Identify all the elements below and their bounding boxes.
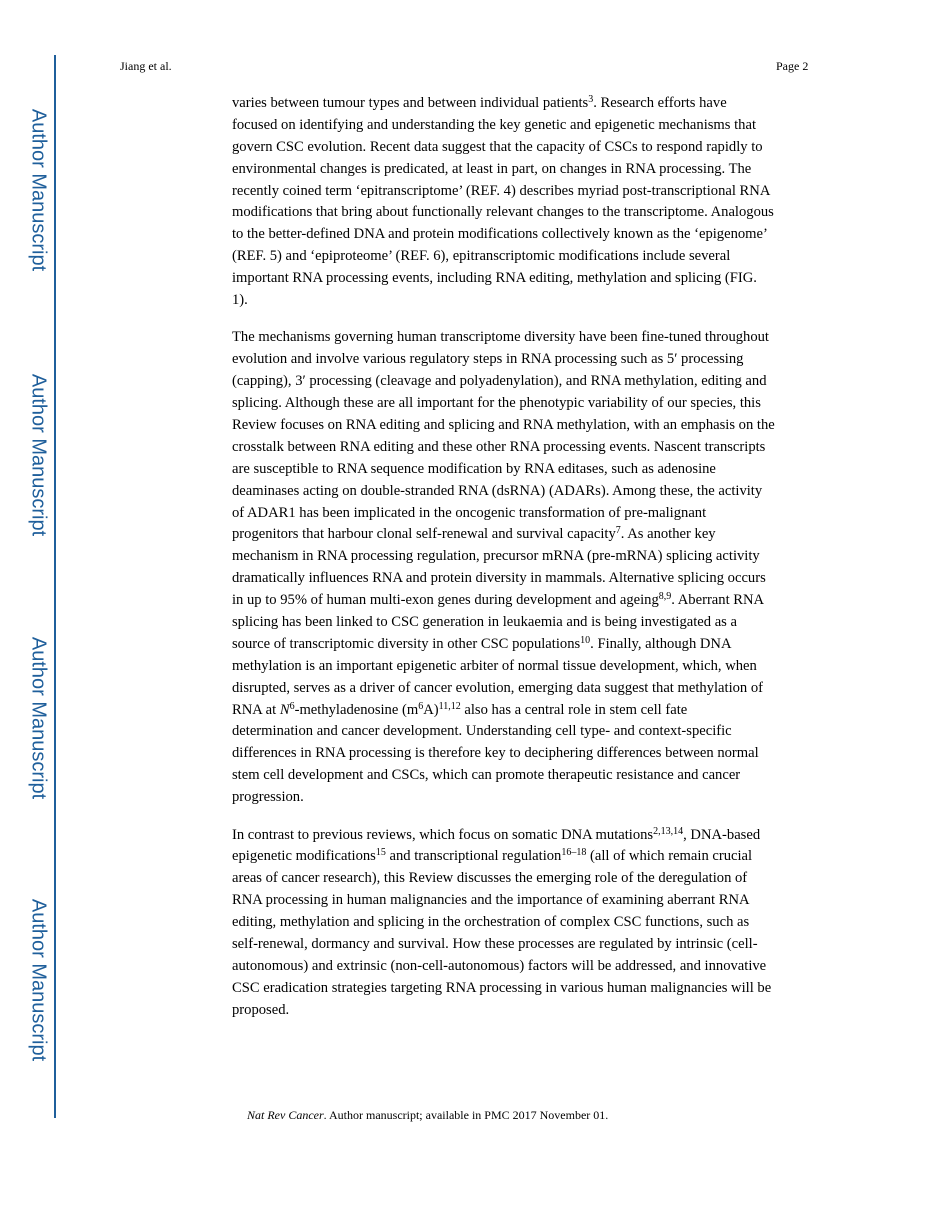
text-line (232, 202, 822, 224)
text-line (232, 524, 822, 546)
text-span: areas of cancer research), this Review discusses the emerging role of the deregulation of (232, 870, 748, 887)
text-span: crosstalk between RNA editing and these other RNA processing events. Nascent transcripts (232, 438, 766, 455)
text-span: determination and cancer development. Understanding cell type- and context-specific (232, 723, 732, 740)
superscript-reference: 10 (580, 634, 591, 646)
text-span: progression. (232, 789, 304, 806)
superscript-reference: 15 (375, 847, 386, 859)
text-line (232, 93, 822, 115)
text-line (232, 700, 822, 722)
text-line (232, 327, 822, 349)
text-span: , DNA-based (683, 826, 761, 843)
text-line (232, 1000, 822, 1022)
paragraph (232, 93, 822, 312)
text-span: -methyladenosine (m (294, 701, 419, 718)
text-line (232, 934, 822, 956)
text-span: differences in RNA processing is therefore key to deciphering differences between normal (232, 745, 759, 762)
text-span: editing, methylation and splicing in the orchestration of complex CSC functions, such as (232, 914, 750, 931)
text-line (232, 568, 822, 590)
text-line (232, 481, 822, 503)
text-span: also has a central role in stem cell fate (460, 701, 688, 718)
superscript-reference: 16–18 (561, 847, 587, 859)
text-span: . Aberrant RNA (671, 592, 765, 609)
margin-rule (54, 55, 56, 1118)
text-span: splicing. Although these are all important for the phenotypic variability of our species, this (232, 395, 761, 412)
text-span: . Finally, although DNA (590, 635, 732, 652)
text-line (232, 546, 822, 568)
text-span: and transcriptional regulation (385, 848, 562, 865)
superscript-reference: 6 (289, 700, 295, 712)
text-span: The mechanisms governing human transcriptome diversity have been fine-tuned throughout (232, 329, 769, 346)
text-span: autonomous) and extrinsic (non-cell-autonomous) factors will be addressed, and innovative (232, 957, 767, 974)
text-span: source of transcriptomic diversity in other CSC populations (232, 635, 581, 652)
text-line (232, 159, 822, 181)
text-line (232, 137, 822, 159)
text-line (232, 912, 822, 934)
text-span: dramatically influences RNA and protein diversity in mammals. Alternative splicing occurs (232, 570, 766, 587)
text-span: focused on identifying and understanding the key genetic and epigenetic mechanisms that (232, 116, 756, 133)
text-span: stem cell development and CSCs, which can promote therapeutic resistance and cancer (232, 767, 741, 784)
text-span: . As another key (620, 526, 716, 543)
text-line (232, 787, 822, 809)
text-span: disrupted, serves as a driver of cancer evolution, emerging data suggest that methylation of (232, 679, 764, 696)
text-line (232, 268, 822, 290)
text-line (232, 415, 822, 437)
body-text (232, 93, 822, 1037)
text-span: (REF. 5) and ‘epiproteome’ (REF. 6), epitranscriptomic modifications include several (232, 248, 731, 265)
text-span: (capping), 3′ processing (cleavage and polyadenylation), and RNA methylation, editing and (232, 373, 767, 390)
text-span: epigenetic modifications (232, 848, 376, 865)
text-line (232, 825, 822, 847)
text-line (232, 115, 822, 137)
text-line (232, 868, 822, 890)
text-line (232, 290, 822, 312)
text-line (232, 743, 822, 765)
text-line (232, 678, 822, 700)
text-span: proposed. (232, 1001, 290, 1018)
running-header-author: Jiang et al. (120, 59, 172, 73)
watermark-text: Author Manuscript (27, 898, 50, 1062)
text-span: environmental changes is predicated, at least in part, on changes in RNA processing. The (232, 160, 752, 177)
text-span: to the better-defined DNA and protein modifications collectively known as the ‘epigenome’ (232, 226, 768, 243)
text-span: methylation is an important epigenetic arbiter of normal tissue development, which, when (232, 657, 757, 674)
text-line (232, 224, 822, 246)
watermark-text: Author Manuscript (27, 108, 50, 272)
text-span: govern CSC evolution. Recent data suggest that the capacity of CSCs to respond rapidly to (232, 138, 763, 155)
text-span: evolution and involve various regulatory steps in RNA processing such as 5′ processing (232, 351, 744, 368)
text-line (232, 181, 822, 203)
text-span: . Research efforts have (593, 95, 727, 111)
watermark-text: Author Manuscript (27, 636, 50, 800)
text-span: (all of which remain crucial (586, 848, 753, 865)
superscript-reference: 3 (588, 94, 594, 105)
text-line (232, 765, 822, 787)
text-line (232, 349, 822, 371)
footer-text: . Author manuscript; available in PMC 2017 November 01. (323, 1108, 609, 1122)
text-span: mechanism in RNA processing regulation, precursor mRNA (pre-mRNA) splicing activity (232, 548, 760, 565)
journal-name: Nat Rev Cancer (247, 1108, 324, 1122)
text-span: modifications that bring about functionally relevant changes to the transcriptome. Analogous (232, 204, 774, 221)
text-span: CSC eradication strategies targeting RNA processing in various human malignancies will be (232, 979, 772, 996)
text-span: A) (423, 701, 439, 718)
text-span: in up to 95% of human multi-exon genes during development and ageing (232, 592, 659, 609)
superscript-reference: 11,12 (438, 700, 461, 712)
superscript-reference: 8,9 (658, 591, 672, 603)
superscript-reference: 6 (418, 700, 424, 712)
text-line (232, 246, 822, 268)
text-line (232, 612, 822, 634)
text-line (232, 503, 822, 525)
watermark-text: Author Manuscript (27, 373, 50, 537)
text-span: splicing has been linked to CSC generation in leukaemia and is being investigated as a (232, 613, 737, 630)
text-span: varies between tumour types and between individual patients (232, 95, 589, 111)
text-span: deaminases acting on double-stranded RNA (dsRNA) (ADARs). Among these, the activity (232, 482, 763, 499)
text-line (232, 590, 822, 612)
paragraph (232, 327, 822, 809)
text-line (232, 393, 822, 415)
text-span: self-renewal, dormancy and survival. How these processes are regulated by intrinsic (cell- (232, 935, 758, 952)
text-span: Review focuses on RNA editing and splicing and RNA methylation, with an emphasis on the (232, 416, 775, 433)
text-line (232, 956, 822, 978)
paragraph (232, 825, 822, 1022)
text-span: RNA processing in human malignancies and the importance of examining aberrant RNA (232, 892, 750, 909)
text-line (232, 846, 822, 868)
italic-text: N (279, 701, 290, 718)
text-span: of ADAR1 has been implicated in the oncogenic transformation of pre-malignant (232, 504, 707, 521)
text-span: In contrast to previous reviews, which focus on somatic DNA mutations (232, 826, 654, 843)
text-line (232, 634, 822, 656)
text-line (232, 890, 822, 912)
text-line (232, 656, 822, 678)
footer-citation (247, 1108, 608, 1123)
text-span: 1). (232, 292, 248, 309)
text-line (232, 978, 822, 1000)
superscript-reference: 2,13,14 (653, 825, 684, 837)
text-line (232, 721, 822, 743)
text-span: are susceptible to RNA sequence modification by RNA editases, such as adenosine (232, 460, 716, 477)
text-span: recently coined term ‘epitranscriptome’ (REF. 4) describes myriad post-transcriptional RNA (232, 182, 771, 199)
text-line (232, 437, 822, 459)
text-line (232, 371, 822, 393)
text-line (232, 459, 822, 481)
text-span: RNA at (232, 701, 280, 718)
text-span: important RNA processing events, including RNA editing, methylation and splicing (FIG. (232, 270, 757, 287)
superscript-reference: 7 (615, 525, 621, 537)
page-number: Page 2 (776, 59, 809, 73)
text-span: progenitors that harbour clonal self-renewal and survival capacity (232, 526, 616, 543)
